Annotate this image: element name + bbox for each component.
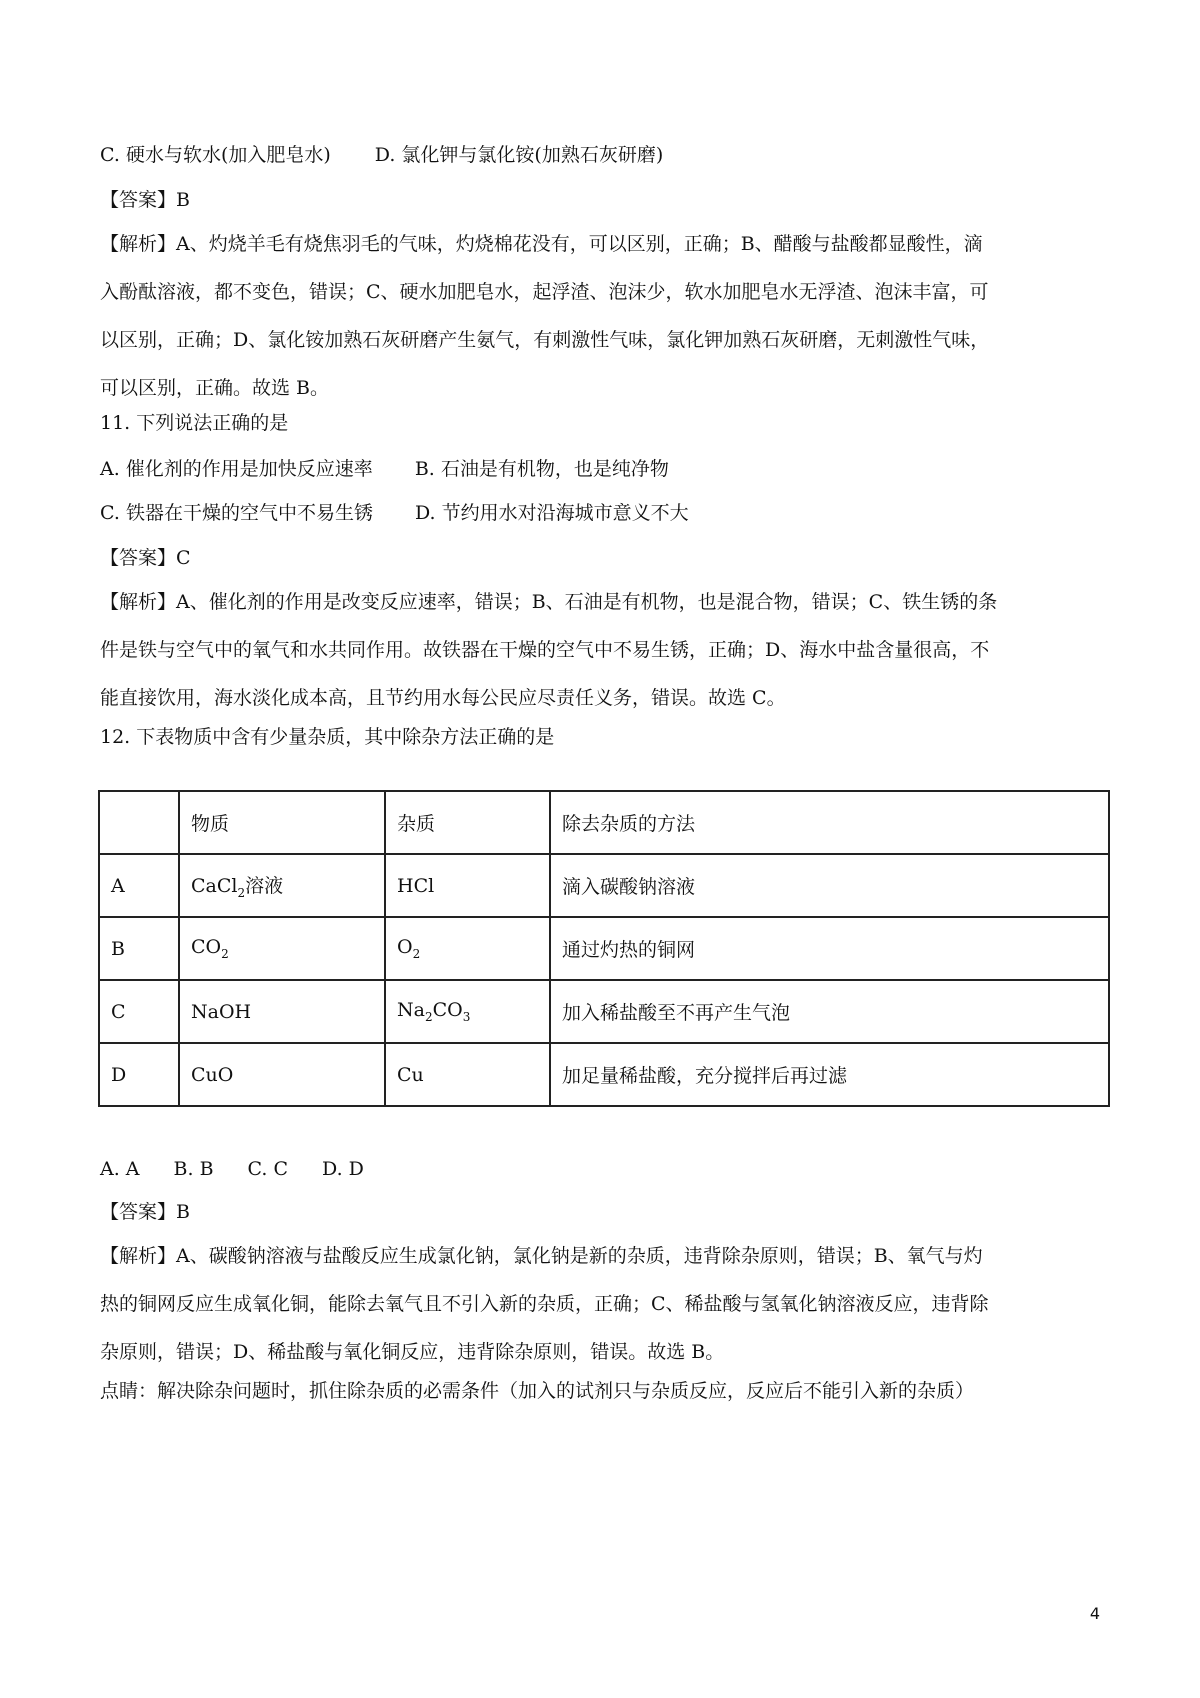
table-row	[99, 854, 1109, 917]
impurity-cell: $O_2$	[385, 917, 550, 980]
q11-options-ab	[100, 456, 669, 482]
choice: C. C	[247, 1158, 289, 1180]
q10-answer: 【答案】B	[100, 189, 190, 211]
substance-cell: CaCl$_2$溶液	[179, 854, 385, 917]
q10-option-c: C. 硬水与软水(加入肥皂水)	[100, 144, 331, 166]
analysis-line: 可以区别，正确。故选 B。	[100, 377, 330, 399]
analysis-line: 件是铁与空气中的氧气和水共同作用。故铁器在干燥的空气中不易生锈，正确；D、海水中盐含量很高，不	[100, 639, 990, 661]
header-cell: 除去杂质的方法	[550, 791, 1109, 854]
method-cell: 通过灼热的铜网	[550, 917, 1109, 980]
q11-analysis	[100, 578, 1100, 722]
analysis-line: 入酚酞溶液，都不变色，错误；C、硬水加肥皂水，起浮渣、泡沫少，软水加肥皂水无浮渣、泡沫丰富，可	[100, 281, 989, 303]
choice: B. B	[173, 1158, 214, 1180]
q12-table	[98, 790, 1110, 1107]
analysis-line: 杂原则，错误；D、稀盐酸与氧化铜反应，违背除杂原则，错误。故选 B。	[100, 1341, 725, 1363]
page-number: 4	[1089, 1604, 1100, 1623]
row-label: C	[99, 980, 179, 1043]
q10-options-cd	[100, 142, 663, 168]
choice: D. D	[322, 1158, 364, 1180]
row-label: A	[99, 854, 179, 917]
q11-answer: 【答案】C	[100, 547, 191, 569]
analysis-line: 以区别，正确；D、氯化铵加熟石灰研磨产生氨气，有刺激性气味，氯化钾加熟石灰研磨，无刺激性气味，	[100, 329, 990, 351]
q11-stem: 11. 下列说法正确的是	[100, 412, 289, 434]
q12-answer: 【答案】B	[100, 1201, 190, 1223]
substance-cell: NaOH	[179, 980, 385, 1043]
analysis-line: 能直接饮用，海水淡化成本高，且节约用水每公民应尽责任义务，错误。故选 C。	[100, 687, 786, 709]
analysis-line: 【解析】A、催化剂的作用是改变反应速率，错误；B、石油是有机物，也是混合物，错误；C、铁生锈的条	[100, 591, 998, 613]
impurity-cell: HCl	[385, 854, 550, 917]
q12-stem: 12. 下表物质中含有少量杂质，其中除杂方法正确的是	[100, 726, 555, 748]
q12-choices	[100, 1156, 364, 1182]
table-header-row	[99, 791, 1109, 854]
substance-cell: CuO	[179, 1043, 385, 1106]
impurity-cell: $Na_2CO_3$	[385, 980, 550, 1043]
q11-option-b: B. 石油是有机物，也是纯净物	[414, 458, 669, 480]
header-cell: 物质	[179, 791, 385, 854]
choice: A. A	[100, 1158, 140, 1180]
substance-cell: $CO_2$	[179, 917, 385, 980]
row-label: D	[99, 1043, 179, 1106]
table-row	[99, 1043, 1109, 1106]
header-cell	[99, 791, 179, 854]
table-row	[99, 917, 1109, 980]
table-row	[99, 980, 1109, 1043]
impurity-cell: Cu	[385, 1043, 550, 1106]
q12-tip: 点睛：解决除杂问题时，抓住除杂质的必需条件（加入的试剂只与杂质反应，反应后不能引入新的杂质）	[100, 1380, 975, 1402]
header-cell: 杂质	[385, 791, 550, 854]
q10-option-d: D. 氯化钾与氯化铵(加熟石灰研磨)	[374, 144, 664, 166]
analysis-line: 【解析】A、灼烧羊毛有烧焦羽毛的气味，灼烧棉花没有，可以区别，正确；B、醋酸与盐酸都显酸性，滴	[100, 233, 983, 255]
q11-option-d: D. 节约用水对沿海城市意义不大	[414, 502, 689, 524]
method-cell: 加足量稀盐酸，充分搅拌后再过滤	[550, 1043, 1109, 1106]
method-cell: 滴入碳酸钠溶液	[550, 854, 1109, 917]
method-cell: 加入稀盐酸至不再产生气泡	[550, 980, 1109, 1043]
q11-option-a: A. 催化剂的作用是加快反应速率	[100, 458, 373, 480]
analysis-line: 热的铜网反应生成氧化铜，能除去氧气且不引入新的杂质，正确；C、稀盐酸与氢氧化钠溶液反应，违背除	[100, 1293, 989, 1315]
analysis-line: 【解析】A、碳酸钠溶液与盐酸反应生成氯化钠，氯化钠是新的杂质，违背除杂原则，错误；B、氧气与灼	[100, 1245, 983, 1267]
q12-analysis	[100, 1232, 1100, 1376]
q10-analysis	[100, 220, 1100, 412]
q11-options-cd	[100, 500, 689, 526]
row-label: B	[99, 917, 179, 980]
q11-option-c: C. 铁器在干燥的空气中不易生锈	[100, 502, 373, 524]
